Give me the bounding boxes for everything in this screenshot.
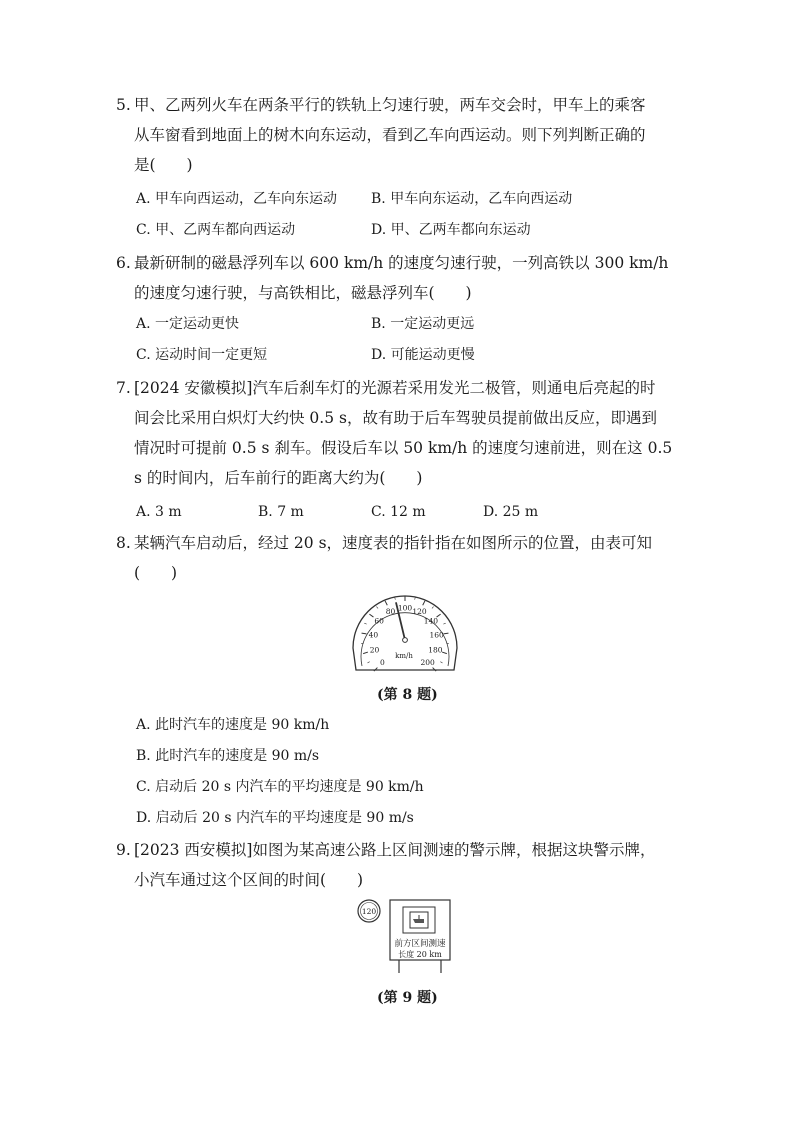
q6-option-c: C. 运动时间一定更短 [136, 347, 268, 363]
gauge-tick-label: 0 [379, 658, 385, 668]
needle-hub [403, 638, 408, 643]
question-line: 情况时可提前 0.5 s 刹车。假设后车以 50 km/h 的速度匀速前进，则在这 0.5 [134, 439, 673, 457]
gauge-tick-label: 140 [423, 616, 439, 626]
gauge-tick-label: 80 [385, 606, 396, 616]
question-7 [118, 373, 678, 493]
q5-option-b: B. 甲车向东运动，乙车向西运动 [371, 191, 573, 207]
speed-limit-value: 120 [361, 907, 377, 916]
gauge-tick-label: 60 [374, 616, 384, 626]
question-9-text [118, 835, 678, 895]
gauge-tick [423, 601, 425, 605]
gauge-tick [376, 607, 378, 609]
gauge-tick [367, 662, 369, 663]
sign-text-line2: 长度 20 km [398, 950, 442, 959]
question-6 [118, 248, 678, 308]
question-7-text [118, 373, 678, 493]
sign-text-line1: 前方区间测速 [394, 939, 446, 949]
gauge-tick-label: 20 [369, 645, 380, 655]
question-9 [118, 835, 678, 895]
gauge-tick [415, 597, 416, 599]
camera-icon [410, 912, 428, 928]
gauge-tick [363, 652, 368, 654]
gauge-tick [362, 633, 367, 634]
q8-option-a: A. 此时汽车的速度是 90 km/h [136, 717, 330, 733]
question-number: 5. [116, 96, 131, 114]
question-line: 是( ) [134, 156, 193, 174]
q6-option-d: D. 可能运动更慢 [371, 347, 475, 363]
gauge-tick-label: 120 [412, 606, 427, 616]
q8-option-d: D. 启动后 20 s 内汽车的平均速度是 90 m/s [136, 810, 414, 826]
gauge-tick-label: 200 [420, 658, 435, 668]
question-line: 某辆汽车启动后，经过 20 s，速度表的指针指在如图所示的位置，由表可知 [134, 534, 653, 552]
figure-8-caption: (第 8 题) [377, 687, 438, 703]
gauge-tick [369, 614, 373, 617]
speedometer-unit-label: km/h [395, 652, 413, 660]
speedometer-figure [350, 588, 460, 672]
q5-option-a: A. 甲车向西运动，乙车向东运动 [136, 191, 338, 207]
question-number: 6. [116, 254, 131, 272]
question-8 [118, 528, 678, 588]
question-6-text [118, 248, 678, 308]
gauge-tick [364, 623, 366, 624]
gauge-tick-label: 160 [429, 630, 444, 640]
figure-9-caption: (第 9 题) [377, 990, 438, 1006]
speed-camera-sign-figure [355, 898, 455, 974]
q5-option-d: D. 甲、乙两车都向东运动 [371, 222, 531, 238]
q8-option-b: B. 此时汽车的速度是 90 m/s [136, 748, 320, 764]
question-line: [2023 西安模拟]如图为某高速公路上区间测速的警示牌，根据这块警示牌， [134, 841, 656, 859]
question-line: [2024 安徽模拟]汽车后刹车灯的光源若采用发光二极管，则通电后亮起的时 [134, 379, 656, 397]
gauge-tick [395, 597, 396, 599]
gauge-tick [440, 662, 442, 663]
question-5 [118, 90, 678, 180]
q6-option-b: B. 一定运动更远 [371, 316, 475, 332]
q7-option-a: A. 3 m [136, 504, 182, 520]
question-5-text [118, 90, 678, 180]
question-8-text [118, 528, 678, 588]
q7-option-d: D. 25 m [483, 504, 539, 520]
q7-option-c: C. 12 m [371, 504, 426, 520]
gauge-tick-label: 40 [368, 630, 379, 640]
gauge-tick [385, 601, 387, 605]
gauge-tick [444, 633, 449, 634]
question-line: 从车窗看到地面上的树木向东运动，看到乙车向西运动。则下列判断正确的 [134, 126, 646, 144]
question-line: 甲、乙两列火车在两条平行的铁轨上匀速行驶，两车交会时，甲车上的乘客 [134, 96, 646, 114]
question-line: 的速度匀速行驶，与高铁相比，磁悬浮列车( ) [134, 284, 472, 302]
question-line: ( ) [134, 564, 178, 582]
gauge-tick-label: 100 [397, 603, 413, 613]
question-line: 小汽车通过这个区间的时间( ) [134, 871, 364, 889]
question-number: 8. [116, 534, 131, 552]
question-line: s 的时间内，后车前行的距离大约为( ) [134, 469, 423, 487]
q6-option-a: A. 一定运动更快 [136, 316, 240, 332]
gauge-tick [442, 652, 447, 654]
q8-option-c: C. 启动后 20 s 内汽车的平均速度是 90 km/h [136, 779, 424, 795]
question-number: 7. [116, 379, 131, 397]
question-number: 9. [116, 841, 131, 859]
gauge-tick [432, 607, 434, 609]
q7-option-b: B. 7 m [258, 504, 304, 520]
q5-option-c: C. 甲、乙两车都向西运动 [136, 222, 296, 238]
question-line: 间会比采用白炽灯大约快 0.5 s，故有助于后车驾驶员提前做出反应，即遇到 [134, 409, 657, 427]
gauge-tick-label: 180 [428, 645, 443, 655]
question-line: 最新研制的磁悬浮列车以 600 km/h 的速度匀速行驶，一列高铁以 300 km/h [134, 254, 669, 272]
gauge-tick [443, 623, 445, 624]
